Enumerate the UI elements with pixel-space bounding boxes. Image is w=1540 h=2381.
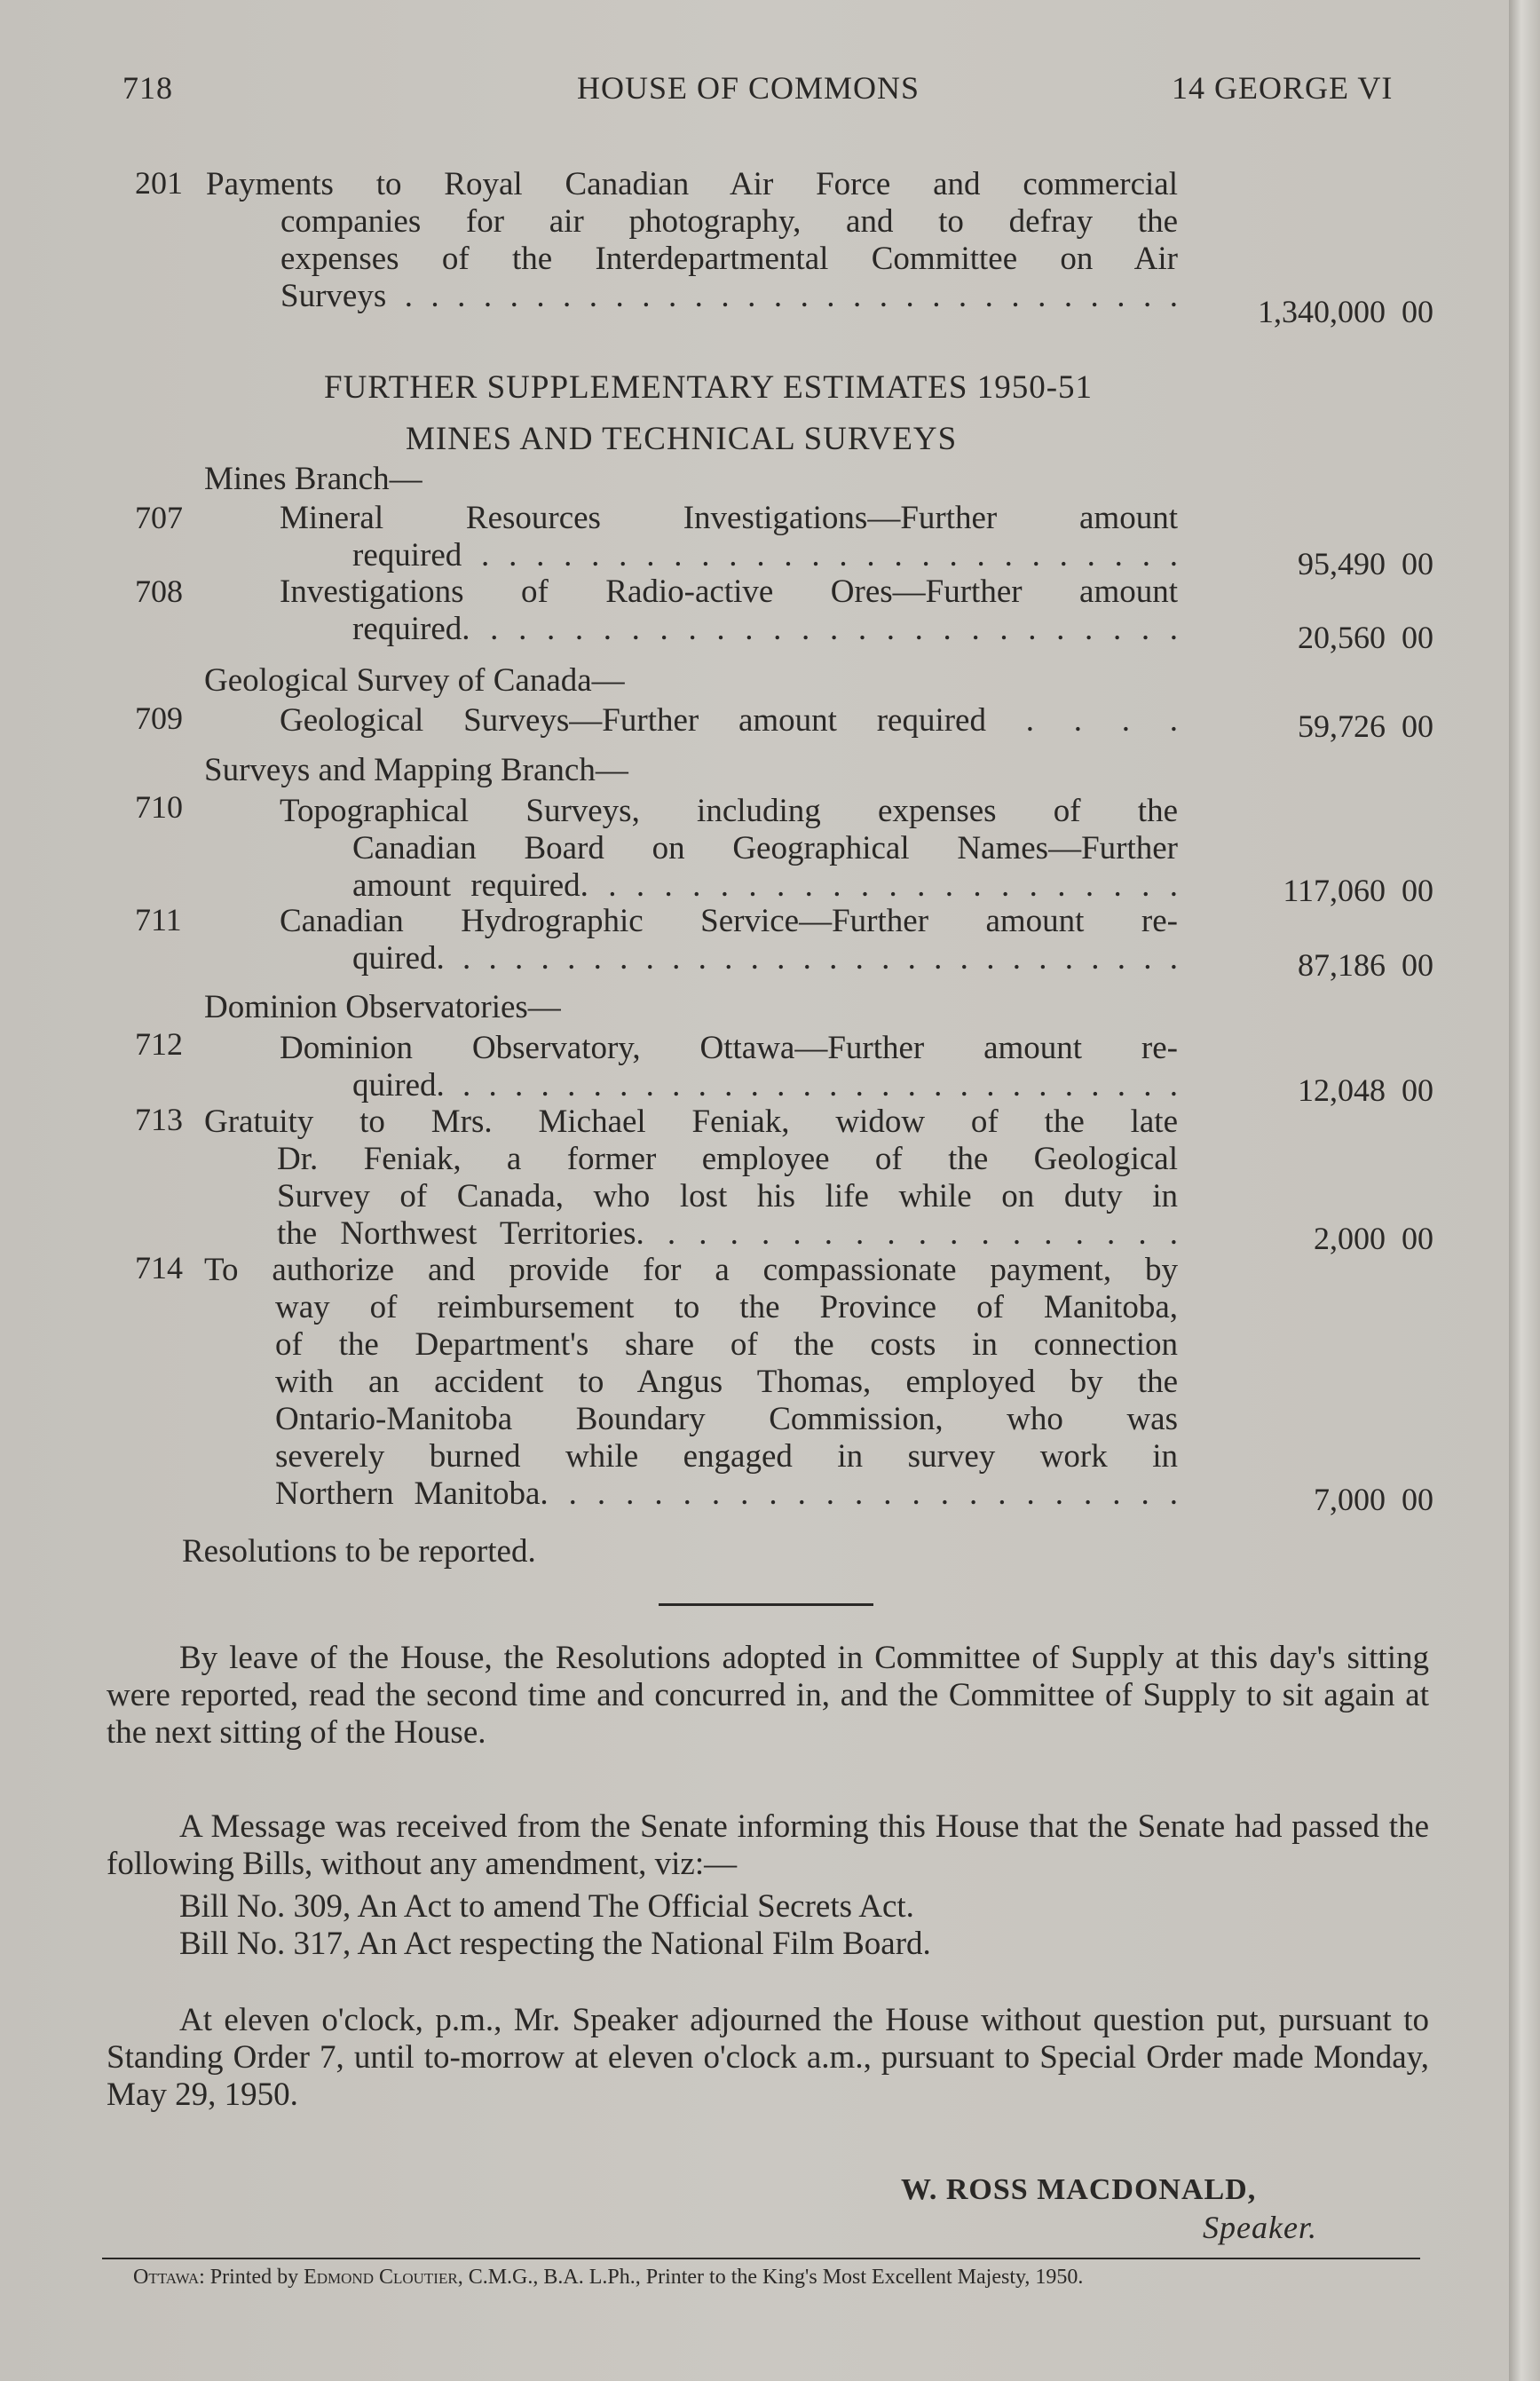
- page-header: [0, 69, 1509, 114]
- item-201-text: Payments to Royal Canadian Air Force and commercial companies for air photography, and to defray the expenses of the Interdepartmental Committee on Air Surveys . . . . . . . . . . . . . . . . . . . . . . . . . . . . . .: [206, 166, 1178, 314]
- item-712-text: Dominion Observatory, Ottawa—Further amount re- quired. . . . . . . . . . . . . . . . . . . . . . . . . . . . .: [280, 1030, 1178, 1103]
- item-709-text: Geological Surveys—Further amount required . . . .: [280, 702, 1178, 739]
- speaker-title: Speaker.: [1203, 2210, 1317, 2245]
- item-708-text: Investigations of Radio-active Ores—Further amount required. . . . . . . . . . . . . . . . . . . . . . . . . .: [280, 573, 1178, 647]
- page-edge: [1509, 0, 1540, 2381]
- item-714-text: To authorize and provide for a compassionate payment, by way of reimbursement to the Province of Manitoba, of the Department's share of the costs in connection with an accident to Angus Thomas, employed by the Ontario-Manitoba Boundary Commission, who was severely burned while engaged in survey work in Northern Manitoba. . . . . . . . . . . . . . . . . . . . . . .: [204, 1252, 1178, 1512]
- resolutions-reported: Resolutions to be reported.: [182, 1533, 536, 1570]
- item-709-number: 709: [135, 700, 183, 736]
- department-heading: MINES AND TECHNICAL SURVEYS: [406, 421, 958, 457]
- running-title: HOUSE OF COMMONS: [577, 70, 920, 106]
- bill-317: Bill No. 317, An Act respecting the National Film Board.: [179, 1926, 931, 1962]
- adjournment-paragraph: At eleven o'clock, p.m., Mr. Speaker adjourned the House without question put, pursuant to Standing Order 7, until to-morrow at eleven o'clock a.m., pursuant to Special Order made Monday, May 29, 1950.: [107, 2002, 1429, 2113]
- surveys-mapping-heading: Surveys and Mapping Branch—: [204, 752, 628, 788]
- item-713-text: Gratuity to Mrs. Michael Feniak, widow of the late Dr. Feniak, a former employee of the Geological Survey of Canada, who lost his life while on duty in the Northwest Territories. . . . . . . . . . . . . . . . . .: [204, 1103, 1178, 1252]
- item-710-amount: 117,060 00: [1283, 873, 1433, 908]
- section-divider: [659, 1603, 873, 1606]
- item-713-number: 713: [135, 1102, 183, 1137]
- item-709-amount: 59,726 00: [1298, 708, 1433, 744]
- item-714-amount: 7,000 00: [1314, 1482, 1433, 1517]
- item-201-number: 201: [135, 165, 183, 201]
- item-707-amount: 95,490 00: [1298, 546, 1433, 581]
- item-708-number: 708: [135, 573, 183, 609]
- item-713-amount: 2,000 00: [1314, 1221, 1433, 1256]
- printer-imprint: Ottawa: Printed by Edmond Cloutier, C.M.G., B.A. L.Ph., Printer to the King's Most Excellent Majesty, 1950.: [133, 2266, 1084, 2289]
- footer-rule: [102, 2258, 1420, 2259]
- item-711-number: 711: [135, 902, 182, 937]
- senate-message-paragraph: A Message was received from the Senate informing this House that the Senate had passed the following Bills, without any amendment, viz:—: [107, 1808, 1429, 1882]
- item-711-text: Canadian Hydrographic Service—Further amount re- quired. . . . . . . . . . . . . . . . . . . . . . . . . . . . .: [280, 903, 1178, 977]
- mines-branch-heading: Mines Branch—: [204, 461, 423, 497]
- item-708-amount: 20,560 00: [1298, 620, 1433, 655]
- speaker-signature: W. ROSS MACDONALD,: [901, 2173, 1257, 2206]
- item-707-number: 707: [135, 500, 183, 535]
- item-711-amount: 87,186 00: [1298, 947, 1433, 983]
- page-number: 718: [122, 70, 173, 106]
- geological-survey-heading: Geological Survey of Canada—: [204, 662, 625, 699]
- item-712-number: 712: [135, 1026, 183, 1062]
- item-710-number: 710: [135, 789, 183, 825]
- item-710-text: Topographical Surveys, including expenses of the Canadian Board on Geographical Names—Further amount required. . . . . . . . . . . . . . . . . . . . . .: [280, 793, 1178, 904]
- item-712-amount: 12,048 00: [1298, 1072, 1433, 1108]
- item-201-amount: 1,340,000 00: [1258, 294, 1433, 329]
- dominion-observatories-heading: Dominion Observatories—: [204, 989, 561, 1025]
- leave-paragraph: By leave of the House, the Resolutions adopted in Committee of Supply at this day's sitting were reported, read the second time and concurred in, and the Committee of Supply to sit again at the next sitting of the House.: [107, 1640, 1429, 1751]
- further-estimates-heading: FURTHER SUPPLEMENTARY ESTIMATES 1950-51: [324, 369, 1094, 406]
- reign-label: 14 GEORGE VI: [1172, 70, 1394, 106]
- item-714-number: 714: [135, 1250, 183, 1285]
- bill-309: Bill No. 309, An Act to amend The Official Secrets Act.: [179, 1888, 914, 1925]
- item-707-text: Mineral Resources Investigations—Further amount required . . . . . . . . . . . . . . . . . . . . . . . . . .: [280, 500, 1178, 573]
